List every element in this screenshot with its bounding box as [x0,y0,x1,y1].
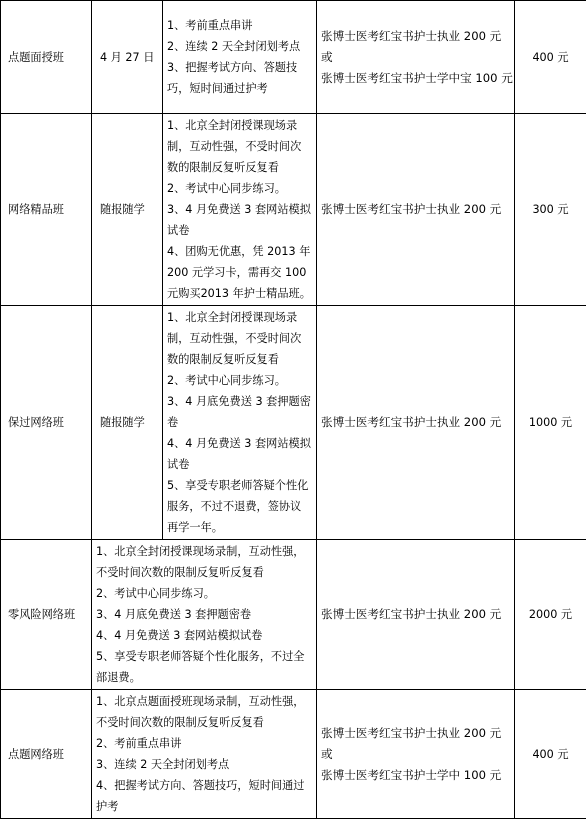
class-description [163,306,317,540]
start-date: 随报随学 [92,306,163,540]
class-description [92,540,317,690]
class-name: 点题网络班 [1,690,92,819]
class-description [92,690,317,819]
description-item: 2、考前重点串讲 [96,733,312,754]
class-name: 点题面授班 [1,1,92,114]
description-item: 1、北京全封闭授课现场录制，互动性强，不受时间次数的限制反复听反复看 [167,115,312,178]
price: 400 元 [515,1,586,114]
description-item: 2、连续 2 天全封闭划考点 [167,36,312,57]
description-item: 5、享受专职老师答疑个性化服务，不过全部退费。 [96,646,312,688]
textbook-item: 张博士医考红宝书护士学中 100 元 [321,765,510,786]
textbook-item: 张博士医考红宝书护士执业 200 元 [321,604,510,625]
table-row [1,306,586,540]
textbook-info [317,540,515,690]
description-item: 2、考试中心同步练习。 [96,583,312,604]
table-row [1,114,586,306]
textbook-item: 张博士医考红宝书护士执业 200 元 [321,199,510,220]
class-description [163,114,317,306]
textbook-info [317,690,515,819]
table-row [1,690,586,819]
description-item: 3、把握考试方向、答题技巧，短时间通过护考 [167,57,312,99]
textbook-item: 或 [321,47,510,68]
description-item: 3、4 月底免费送 3 套押题密卷 [167,391,312,433]
description-item: 3、连续 2 天全封闭划考点 [96,754,312,775]
description-item: 2、考试中心同步练习。 [167,370,312,391]
description-item: 5、享受专职老师答疑个性化服务，不过不退费，签协议再学一年。 [167,475,312,538]
description-item: 1、考前重点串讲 [167,15,312,36]
textbook-item: 或 [321,744,510,765]
class-name: 零风险网络班 [1,540,92,690]
description-item: 4、4 月免费送 3 套网站模拟试卷 [167,433,312,475]
textbook-info [317,1,515,114]
description-item: 3、4 月底免费送 3 套押题密卷 [96,604,312,625]
textbook-item: 张博士医考红宝书护士执业 200 元 [321,26,510,47]
table-row [1,540,586,690]
class-name: 保过网络班 [1,306,92,540]
description-item: 4、4 月免费送 3 套网站模拟试卷 [96,625,312,646]
price: 300 元 [515,114,586,306]
description-item: 2、考试中心同步练习。 [167,178,312,199]
table-row [1,1,586,114]
textbook-item: 张博士医考红宝书护士执业 200 元 [321,723,510,744]
class-description [163,1,317,114]
price: 2000 元 [515,540,586,690]
textbook-info [317,306,515,540]
description-item: 1、北京全封闭授课现场录制，互动性强，不受时间次数的限制反复听反复看 [96,541,312,583]
textbook-item: 张博士医考红宝书护士学中宝 100 元 [321,68,510,89]
start-date: 随报随学 [92,114,163,306]
class-name: 网络精品班 [1,114,92,306]
description-item: 1、北京点题面授班现场录制，互动性强，不受时间次数的限制反复听反复看 [96,691,312,733]
description-item: 3、4 月免费送 3 套网站模拟试卷 [167,199,312,241]
description-item: 1、北京全封闭授课现场录制，互动性强，不受时间次数的限制反复听反复看 [167,307,312,370]
price: 1000 元 [515,306,586,540]
price: 400 元 [515,690,586,819]
textbook-info [317,114,515,306]
description-item: 4、把握考试方向、答题技巧，短时间通过护考 [96,775,312,817]
textbook-item: 张博士医考红宝书护士执业 200 元 [321,412,510,433]
description-item: 4、团购无优惠，凭 2013 年 200 元学习卡，需再交 100 元购买2013 年护士精品班。 [167,241,312,304]
start-date: 4 月 27 日 [92,1,163,114]
